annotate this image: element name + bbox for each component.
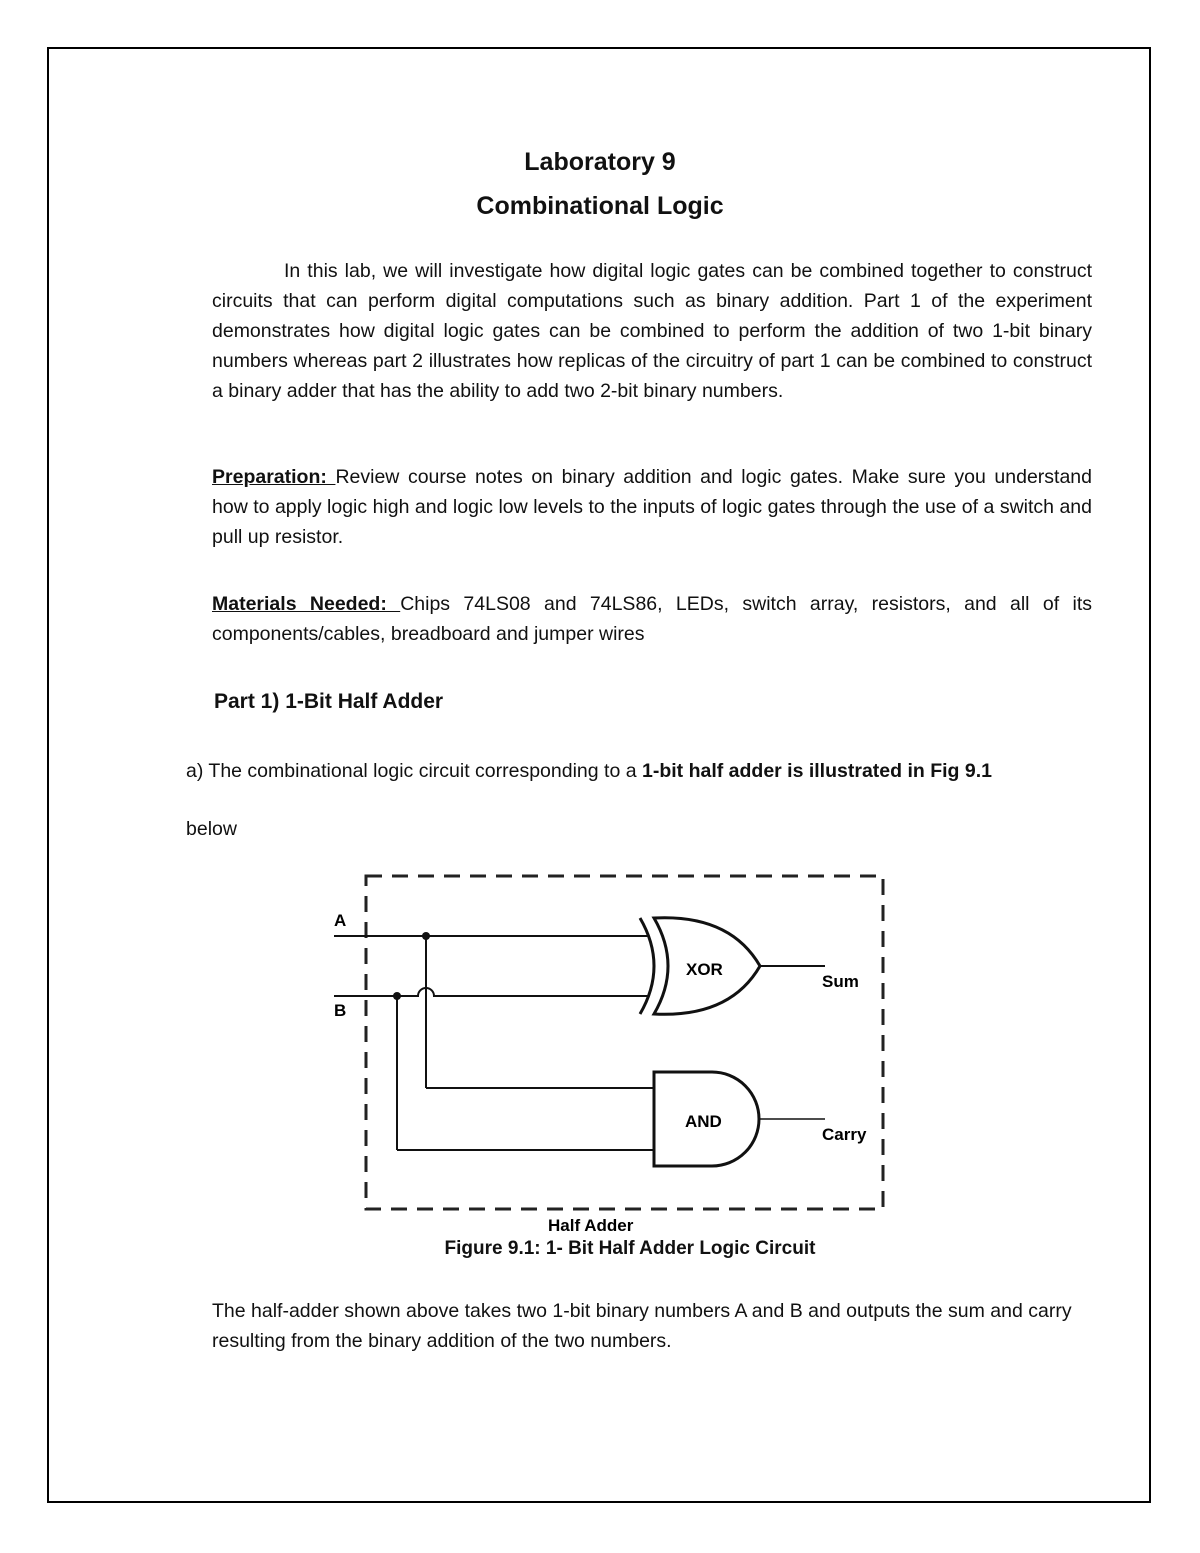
lab-subtitle: Combinational Logic: [476, 192, 724, 220]
materials-paragraph: [212, 589, 1092, 649]
input-b-label: B: [334, 1001, 347, 1020]
preparation-text: Review course notes on binary addition and logic gates. Make sure you understand how to apply logic high and logic low levels to the inputs of logic gates through the use of a switch and pull up resistor.: [212, 466, 1092, 548]
half-adder-boundary: [366, 876, 883, 1209]
step-a-bold-text: 1-bit half adder is illustrated in Fig 9.1: [641, 760, 992, 782]
xor-gate-label: XOR: [686, 960, 723, 979]
wire-b: [334, 988, 648, 996]
step-a-below: below: [186, 818, 237, 840]
sum-output-label: Sum: [822, 972, 859, 991]
and-gate-label: AND: [685, 1112, 722, 1131]
intro-paragraph: [212, 256, 1092, 406]
materials-label: Materials Needed:: [212, 593, 401, 615]
preparation-paragraph: [212, 462, 1092, 552]
figure-caption: Figure 9.1: 1- Bit Half Adder Logic Circuit: [444, 1238, 816, 1259]
intro-text: In this lab, we will investigate how digital logic gates can be combined together to construct circuits that can perform digital computations such as binary addition. Part 1 of the experiment demonstrates how digital logic gates can be combined to perform the addition of two 1-bit binary numbers whereas part 2 illustrates how replicas of the circuitry of part 1 can be combined to construct a binary adder that has the ability to add two 2-bit binary numbers.: [212, 260, 1092, 402]
step-a-line: [186, 760, 992, 783]
half-adder-circuit-diagram: [320, 866, 900, 1236]
lab-title: Laboratory 9: [524, 148, 676, 176]
input-a-label: A: [334, 911, 347, 930]
preparation-label: Preparation:: [212, 466, 336, 488]
materials-text: Chips 74LS08 and 74LS86, LEDs, switch array, resistors, and all of its components/cables, breadboard and jumper wires: [212, 593, 1092, 645]
part1-heading: Part 1) 1-Bit Half Adder: [214, 690, 444, 713]
step-a-marker: a): [186, 760, 204, 782]
xor-gate-input-curve: [640, 918, 654, 1014]
half-adder-label: Half Adder: [548, 1216, 634, 1235]
step-a-text: The combinational logic circuit corresponding to a: [203, 760, 642, 782]
carry-output-label: Carry: [822, 1125, 867, 1144]
closing-paragraph: The half-adder shown above takes two 1-bit binary numbers A and B and outputs the sum and carry resulting from the binary addition of the two numbers.: [212, 1300, 1072, 1352]
